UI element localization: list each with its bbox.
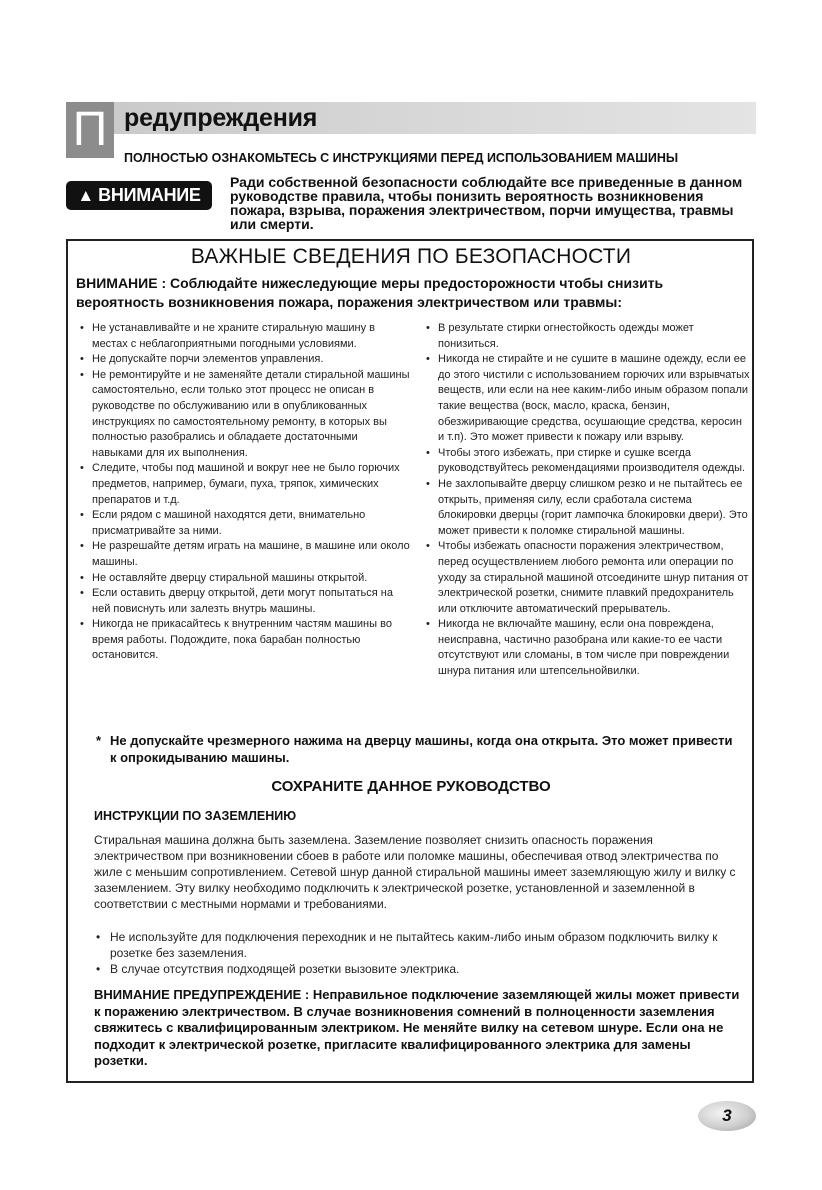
warning-badge-label: ВНИМАНИЕ: [98, 185, 201, 205]
list-item: • В результате стирки огнестойкость одежды может понизиться.: [424, 321, 750, 352]
safety-left-column: [78, 321, 410, 664]
save-manual-heading: СОХРАНИТЕ ДАННОЕ РУКОВОДСТВО: [271, 778, 551, 795]
list-item: • Если рядом с машиной находятся дети, внимательно присматривайте за ними.: [78, 508, 410, 539]
list-item: • Никогда не стирайте и не сушите в машине одежду, если ее до этого чистили с использованием горючих или взрывчатых веществ, или если на нее каким-либо иным образом попали такие вещества (воск, масло, краска, бензин, обезжиривающие средства, осушающие средства, керосин и т.п). Это может привести к пожару или взрыву.: [424, 352, 750, 446]
note-asterisk: *: [96, 733, 102, 748]
grounding-paragraph: Стиральная машина должна быть заземлена. Заземление позволяет снизить опасность поражения электричеством при возникновении сбоев в работе или поломке машины, обеспечивая отвод электричества по жиле с меньшим сопротивлением. Сетевой шнур данной стиральной машины имеет заземляющую жилу и вилку с заземлением. Эту вилку необходимо подключить к электрической розетке, установленной и заземленной в соответствии с местными нормами и требованиями.: [94, 833, 736, 911]
warning-triangle-icon: ▲: [77, 186, 95, 205]
header-initial-letter: П: [66, 102, 114, 158]
warning-badge: [66, 181, 212, 210]
grounding-list: [94, 929, 744, 977]
list-item: • Не оставляйте дверцу стиральной машины открытой.: [78, 571, 410, 587]
door-pressure-note: [96, 733, 736, 766]
warning-text: Ради собственной безопасности соблюдайте все приведенные в данном руководстве правила, чтобы понизить вероятность возникновения пожара, взрыва, поражения электричеством, порчи имущества, травмы или смерти.: [230, 174, 743, 232]
list-item: • Если оставить дверцу открытой, дети могут попытаться на ней повиснуть или залезть внутрь машины.: [78, 586, 410, 617]
safety-subtitle: ВНИМАНИЕ : Соблюдайте нижеследующие меры предосторожности чтобы снизить вероятность возникновения пожара, поражения электричеством или травмы:: [76, 275, 664, 310]
list-item: • Не захлопывайте дверцу слишком резко и не пытайтесь ее открыть, применяя силу, если сработала система блокировки дверцы (горит лампочка блокировки двери). Это может привести к поломке стиральной машины.: [424, 477, 750, 539]
safety-title: ВАЖНЫЕ СВЕДЕНИЯ ПО БЕЗОПАСНОСТИ: [190, 245, 632, 268]
list-item: • Не ремонтируйте и не заменяйте детали стиральной машины самостоятельно, если только этот процесс не описан в руководстве по обслуживанию или в опубликованных инструкциях по самостоятельному ремонту, в которых вы полностью разобрались и обладаете достаточными навыками для их выполнения.: [78, 368, 410, 462]
list-item: • Не используйте для подключения переходник и не пытайтесь каким-либо иным образом подключить вилку к розетке без заземления.: [94, 929, 744, 961]
list-item: • Никогда не прикасайтесь к внутренним частям машины во время работы. Подождите, пока барабан полностью остановится.: [78, 617, 410, 664]
safety-right-column: [424, 321, 750, 680]
note-text: Не допускайте чрезмерного нажима на дверцу машины, когда она открыта. Это может привести к опрокидыванию машины.: [110, 733, 733, 765]
page-number: 3: [722, 1106, 732, 1125]
list-item: • Никогда не включайте машину, если она повреждена, неисправна, частично разобрана или какие-то ее части отсутствуют или сломаны, в том числе при повреждении шнура питания или штепсельнойвилки.: [424, 617, 750, 679]
list-item: • В случае отсутствия подходящей розетки вызовите электрика.: [94, 961, 744, 977]
page-number-badge: [698, 1101, 756, 1131]
list-item: • Следите, чтобы под машиной и вокруг нее не было горючих предметов, например, бумаги, пуха, тряпок, химических препаратов и т.д.: [78, 461, 410, 508]
list-item: • Не устанавливайте и не храните стиральную машину в местах с неблагоприятными погодными условиями.: [78, 321, 410, 352]
page-subtitle: ПОЛНОСТЬЮ ОЗНАКОМЬТЕСЬ С ИНСТРУКЦИЯМИ ПЕРЕД ИСПОЛЬЗОВАНИЕМ МАШИНЫ: [124, 151, 679, 165]
grounding-heading: ИНСТРУКЦИИ ПО ЗАЗЕМЛЕНИЮ: [94, 809, 297, 823]
list-item: • Чтобы этого избежать, при стирке и сушке всегда руководствуйтесь рекомендациями производителя одежды.: [424, 446, 750, 477]
list-item: • Чтобы избежать опасности поражения электричеством, перед осуществлением любого ремонта или операции по уходу за стиральной машиной отсоедините шнур питания от электрической розетки, снимите плавкий предохранитель или отключите автоматический прерыватель.: [424, 539, 750, 617]
grounding-warning: ВНИМАНИЕ ПРЕДУПРЕЖДЕНИЕ : Неправильное подключение заземляющей жилы может привести к поражению электричеством. В случае возникновения сомнений в полноценности заземления свяжитесь с квалифицированным электриком. Не меняйте вилку на сетевом шнуре. Если она не подходит к электрической розетке, пригласите квалифицированного электрика для замены розетки.: [94, 987, 740, 1068]
list-item: • Не допускайте порчи элементов управления.: [78, 352, 410, 368]
page-title: редупреждения: [124, 104, 318, 132]
list-item: • Не разрешайте детям играть на машине, в машине или около машины.: [78, 539, 410, 570]
